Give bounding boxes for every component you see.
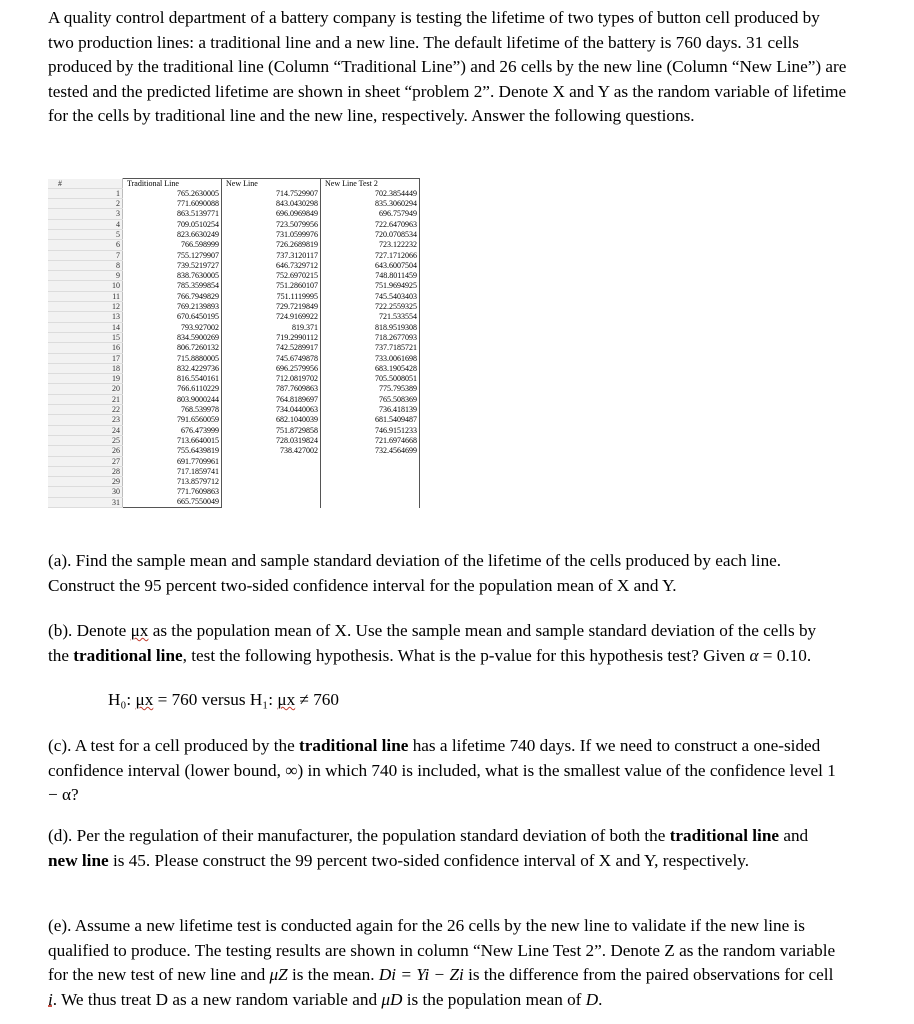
- problem-intro: A quality control department of a battery company is testing the lifetime of two types of button cell produced by two production lines: a traditional line and a new line. The default lifetime of the battery is 760 days. 31 cells produced by the traditional line (Column “Traditional Line”) and 26 cells by the new line (Column “New Line”) are tested and the predicted lifetime are shown in sheet “problem 2”. Denote X and Y as the random variable of lifetime for the cells by traditional line and the new line, respectively. Answer the following questions.: [48, 8, 847, 125]
- row-number: 5: [48, 229, 123, 239]
- new-line-value: 719.2990112: [222, 332, 321, 342]
- hypothesis-statement: H₀: μx = 760 versus H₁: μx ≠ 760: [108, 690, 339, 709]
- row-number: 9: [48, 271, 123, 281]
- new-line-value: 729.7219849: [222, 302, 321, 312]
- new-line-test-2-value: 746.9151233: [321, 425, 420, 435]
- question-b: (b). Denote μx as the population mean of X. Use the sample mean and sample standard deviation of the cells by the traditional line, test the following hypothesis. What is the p-value for this hypothesis test? Given α = 0.10.: [48, 621, 817, 665]
- row-number: 13: [48, 312, 123, 322]
- row-number: 28: [48, 466, 123, 476]
- new-line-test-2-value: 737.7185721: [321, 343, 420, 353]
- traditional-line-value: 863.5139771: [123, 209, 222, 219]
- row-number: 6: [48, 240, 123, 250]
- table-row: [48, 199, 420, 209]
- data-table-image: [48, 178, 420, 508]
- new-line-value: [222, 497, 321, 507]
- new-line-test-2-value: 748.8011459: [321, 271, 420, 281]
- new-line-value: 751.2860107: [222, 281, 321, 291]
- traditional-line-value: 713.6640015: [123, 435, 222, 445]
- new-line-value: 714.7529907: [222, 188, 321, 198]
- row-number: 12: [48, 302, 123, 312]
- new-line-test-2-value: 727.1712066: [321, 250, 420, 260]
- row-number: 27: [48, 456, 123, 466]
- traditional-line-value: 823.6630249: [123, 229, 222, 239]
- new-line-test-2-value: 643.6007504: [321, 260, 420, 270]
- row-number: 17: [48, 353, 123, 363]
- table-row: [48, 322, 420, 332]
- table-row: [48, 487, 420, 497]
- table-row: [48, 466, 420, 476]
- new-line-test-2-value: 818.9519308: [321, 322, 420, 332]
- traditional-line-value: 832.4229736: [123, 363, 222, 373]
- new-line-value: 787.7609863: [222, 384, 321, 394]
- row-number: 11: [48, 291, 123, 301]
- table-row: [48, 497, 420, 507]
- new-line-value: 724.9169922: [222, 312, 321, 322]
- new-line-value: 696.2579956: [222, 363, 321, 373]
- row-number: 22: [48, 405, 123, 415]
- new-line-value: 726.2689819: [222, 240, 321, 250]
- row-number: 16: [48, 343, 123, 353]
- traditional-line-value: 785.3599854: [123, 281, 222, 291]
- new-line-value: 696.0969849: [222, 209, 321, 219]
- table-row: [48, 209, 420, 219]
- row-number: 14: [48, 322, 123, 332]
- traditional-line-value: 715.8880005: [123, 353, 222, 363]
- traditional-line-value: 765.2630005: [123, 188, 222, 198]
- table-row: [48, 425, 420, 435]
- header-new-line: New Line: [222, 179, 321, 189]
- traditional-line-value: 769.2139893: [123, 302, 222, 312]
- traditional-line-value: 709.0510254: [123, 219, 222, 229]
- new-line-test-2-value: 721.533554: [321, 312, 420, 322]
- table-row: [48, 260, 420, 270]
- new-line-value: 764.8189697: [222, 394, 321, 404]
- table-row: [48, 353, 420, 363]
- row-number: 24: [48, 425, 123, 435]
- traditional-line-value: 665.7550049: [123, 497, 222, 507]
- new-line-test-2-value: 732.4564699: [321, 446, 420, 456]
- new-line-value: 752.6970215: [222, 271, 321, 281]
- row-number: 10: [48, 281, 123, 291]
- traditional-line-value: 691.7709961: [123, 456, 222, 466]
- table-row: [48, 394, 420, 404]
- new-line-test-2-value: 745.5403403: [321, 291, 420, 301]
- new-line-test-2-value: 720.0708534: [321, 229, 420, 239]
- table-row: [48, 363, 420, 373]
- new-line-test-2-value: [321, 477, 420, 487]
- table-row: [48, 405, 420, 415]
- traditional-line-value: 771.7609863: [123, 487, 222, 497]
- table-row: [48, 188, 420, 198]
- table-row: [48, 446, 420, 456]
- traditional-line-value: 834.5900269: [123, 332, 222, 342]
- row-number: 1: [48, 188, 123, 198]
- new-line-value: 751.1119995: [222, 291, 321, 301]
- new-line-test-2-value: 696.757949: [321, 209, 420, 219]
- traditional-line-value: 766.6110229: [123, 384, 222, 394]
- row-number: 8: [48, 260, 123, 270]
- table-row: [48, 312, 420, 322]
- traditional-line-value: 766.598999: [123, 240, 222, 250]
- new-line-test-2-value: [321, 487, 420, 497]
- row-number: 21: [48, 394, 123, 404]
- row-number: 7: [48, 250, 123, 260]
- new-line-value: [222, 466, 321, 476]
- new-line-value: 745.6749878: [222, 353, 321, 363]
- new-line-value: 734.0440063: [222, 405, 321, 415]
- new-line-test-2-value: 751.9694925: [321, 281, 420, 291]
- new-line-test-2-value: 705.5008051: [321, 374, 420, 384]
- traditional-line-value: 816.5540161: [123, 374, 222, 384]
- new-line-test-2-value: 722.6470963: [321, 219, 420, 229]
- row-number: 20: [48, 384, 123, 394]
- traditional-line-value: 771.6090088: [123, 199, 222, 209]
- new-line-value: 738.427002: [222, 446, 321, 456]
- new-line-test-2-value: 765.508369: [321, 394, 420, 404]
- new-line-test-2-value: 736.418139: [321, 405, 420, 415]
- new-line-value: 751.8729858: [222, 425, 321, 435]
- table-row: [48, 271, 420, 281]
- new-line-test-2-value: 683.1905428: [321, 363, 420, 373]
- table-row: [48, 229, 420, 239]
- new-line-test-2-value: 775.795389: [321, 384, 420, 394]
- row-number: 25: [48, 435, 123, 445]
- row-number: 3: [48, 209, 123, 219]
- table-row: [48, 415, 420, 425]
- traditional-line-value: 755.1279907: [123, 250, 222, 260]
- new-line-value: 646.7329712: [222, 260, 321, 270]
- header-new-line-test-2: New Line Test 2: [321, 179, 420, 189]
- new-line-value: [222, 487, 321, 497]
- traditional-line-value: 717.1859741: [123, 466, 222, 476]
- traditional-line-value: 791.6560059: [123, 415, 222, 425]
- new-line-value: 723.5079956: [222, 219, 321, 229]
- new-line-test-2-value: [321, 497, 420, 507]
- new-line-value: 737.3120117: [222, 250, 321, 260]
- table-row: [48, 374, 420, 384]
- row-number: 2: [48, 199, 123, 209]
- new-line-value: [222, 456, 321, 466]
- table-row: [48, 384, 420, 394]
- new-line-test-2-value: [321, 466, 420, 476]
- table-row: [48, 250, 420, 260]
- traditional-line-value: 793.927002: [123, 322, 222, 332]
- new-line-test-2-value: 718.2677093: [321, 332, 420, 342]
- row-number: 29: [48, 477, 123, 487]
- row-number: 31: [48, 497, 123, 507]
- question-d: (d). Per the regulation of their manufacturer, the population standard deviation of both the traditional line and new line is 45. Please construct the 99 percent two-sided confidence interval of X and Y, respectively.: [48, 826, 809, 870]
- question-e: (e). Assume a new lifetime test is conducted again for the 26 cells by the new line to validate if the new line is qualified to produce. The testing results are shown in column “New Line Test 2”. Denote Z as the random variable for the new test of new line and μZ is the mean. Di = Yi − Zi is the difference from the paired observations for cell i. We thus treat D as a new random variable and μD is the population mean of D.: [48, 916, 836, 1009]
- new-line-test-2-value: 702.3854449: [321, 188, 420, 198]
- new-line-value: 843.0430298: [222, 199, 321, 209]
- row-number: 15: [48, 332, 123, 342]
- table-row: [48, 477, 420, 487]
- new-line-value: 712.0819702: [222, 374, 321, 384]
- traditional-line-value: 838.7630005: [123, 271, 222, 281]
- question-a: (a). Find the sample mean and sample standard deviation of the lifetime of the cells produced by each line. Construct the 95 percent two-sided confidence interval for the population mean of X and Y.: [48, 551, 782, 595]
- mu-x-symbol: μx: [130, 621, 149, 640]
- new-line-value: 819.371: [222, 322, 321, 332]
- new-line-test-2-value: 721.6974668: [321, 435, 420, 445]
- row-number: 18: [48, 363, 123, 373]
- corner-cell: #: [48, 179, 123, 189]
- new-line-test-2-value: 835.3060294: [321, 199, 420, 209]
- new-line-test-2-value: 681.5409487: [321, 415, 420, 425]
- traditional-line-value: 755.6439819: [123, 446, 222, 456]
- traditional-line-value: 676.473999: [123, 425, 222, 435]
- question-c: (c). A test for a cell produced by the traditional line has a lifetime 740 days. If we need to construct a one-sided confidence interval (lower bound, ∞) in which 740 is included, what is the smallest value of the confidence level 1 − α?: [48, 736, 836, 804]
- table-row: [48, 281, 420, 291]
- traditional-line-value: 806.7260132: [123, 343, 222, 353]
- table-row: [48, 219, 420, 229]
- new-line-test-2-value: 722.2559325: [321, 302, 420, 312]
- row-number: 30: [48, 487, 123, 497]
- table-row: [48, 291, 420, 301]
- row-number: 4: [48, 219, 123, 229]
- table-row: [48, 332, 420, 342]
- new-line-test-2-value: 733.0061698: [321, 353, 420, 363]
- traditional-line-value: 803.9000244: [123, 394, 222, 404]
- new-line-value: 742.5289917: [222, 343, 321, 353]
- traditional-line-value: 739.5219727: [123, 260, 222, 270]
- traditional-line-value: 768.539978: [123, 405, 222, 415]
- row-number: 26: [48, 446, 123, 456]
- new-line-test-2-value: 723.122232: [321, 240, 420, 250]
- row-number: 23: [48, 415, 123, 425]
- table-header-row: [48, 179, 420, 189]
- new-line-value: [222, 477, 321, 487]
- table-row: [48, 343, 420, 353]
- table-row: [48, 302, 420, 312]
- traditional-line-value: 713.8579712: [123, 477, 222, 487]
- traditional-line-value: 766.7949829: [123, 291, 222, 301]
- table-row: [48, 456, 420, 466]
- new-line-test-2-value: [321, 456, 420, 466]
- row-number: 19: [48, 374, 123, 384]
- header-traditional-line: Traditional Line: [123, 179, 222, 189]
- table-row: [48, 240, 420, 250]
- new-line-value: 731.0599976: [222, 229, 321, 239]
- new-line-value: 682.1040039: [222, 415, 321, 425]
- traditional-line-value: 670.6450195: [123, 312, 222, 322]
- lifetime-data-table: [48, 178, 420, 508]
- new-line-value: 728.0319824: [222, 435, 321, 445]
- table-row: [48, 435, 420, 445]
